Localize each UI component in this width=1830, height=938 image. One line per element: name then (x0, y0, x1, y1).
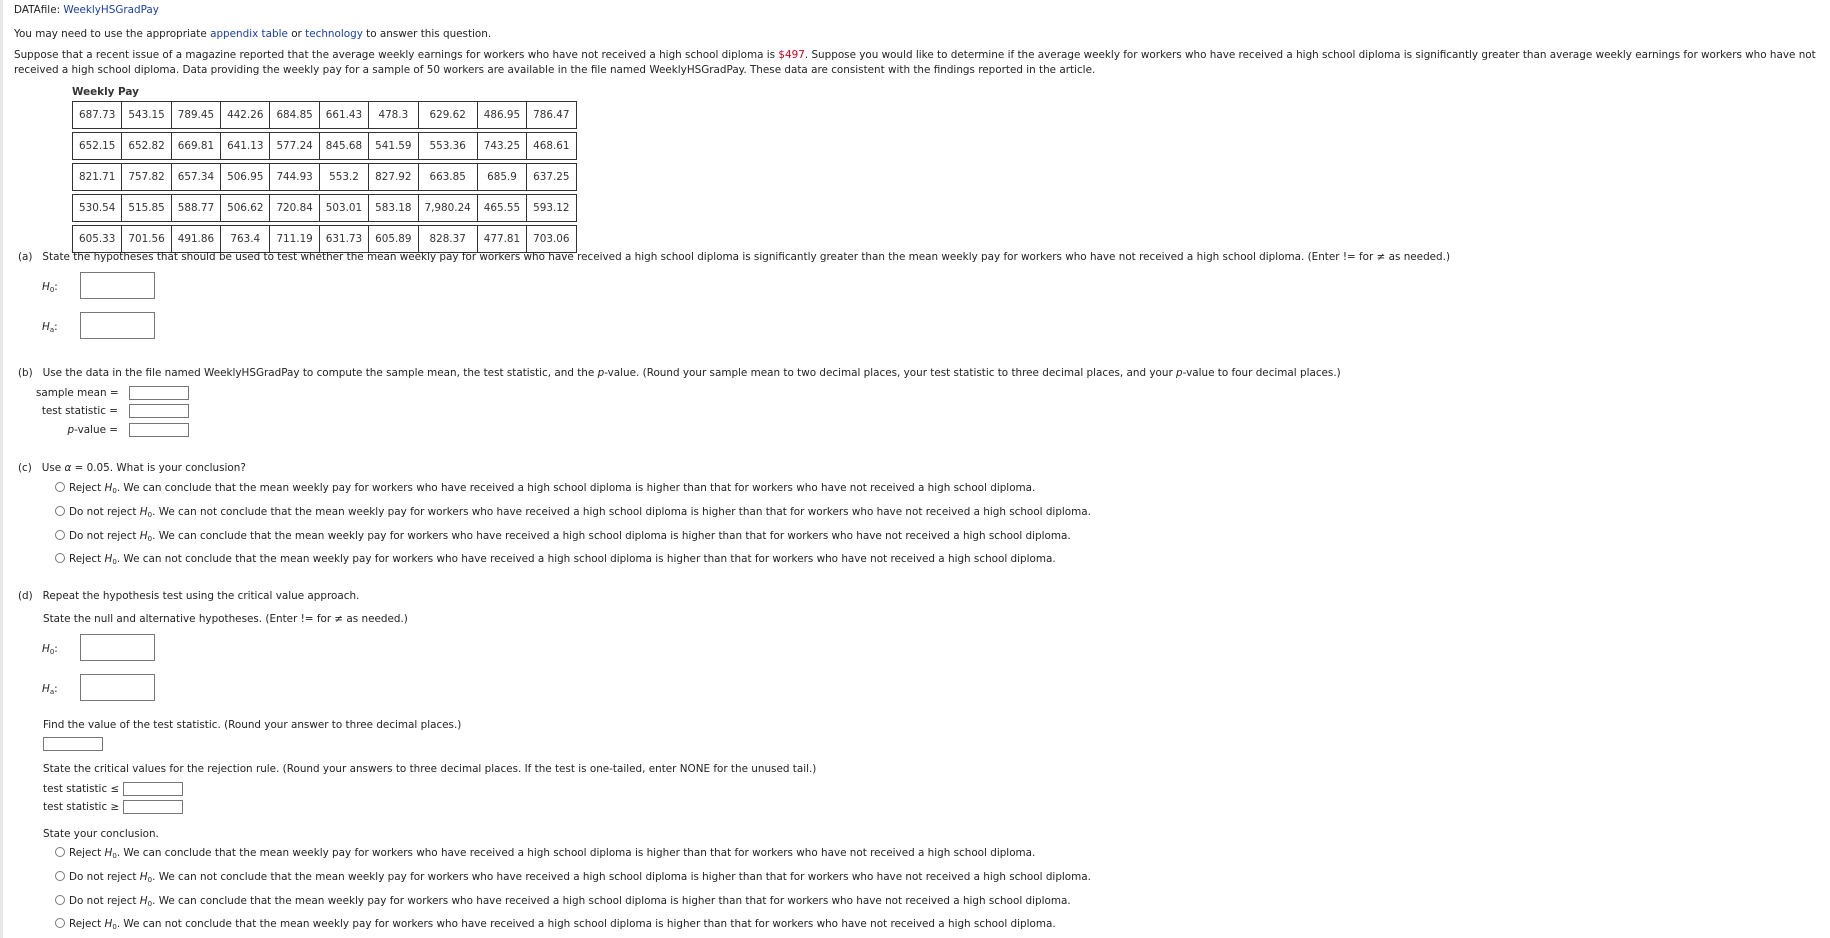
table-cell: 757.82 (122, 164, 171, 191)
table-cell: 657.34 (171, 164, 220, 191)
table-cell: 827.92 (369, 164, 418, 191)
table-cell: 743.25 (477, 133, 526, 160)
conclusion-d-option-4[interactable] (55, 918, 1056, 931)
part-b-text-mid: -value. (Round your sample mean to two decimal places, your test statistic to three decimal places, and your (604, 367, 1177, 379)
find-test-statistic-text: Find the value of the test statistic. (Round your answer to three decimal places.) (43, 719, 462, 731)
table-cell: 828.37 (418, 226, 477, 253)
radio-button[interactable] (55, 871, 65, 881)
test-statistic-input-d[interactable] (43, 737, 103, 751)
table-title: Weekly Pay (72, 86, 139, 98)
p-value-label: p-value = (67, 424, 118, 436)
option-text-end: . We can not conclude that the mean weekly pay for workers who have received a high school diploma is higher than that for workers who have not received a high school diploma. (152, 506, 1091, 518)
option-text: Reject (69, 553, 105, 565)
radio-button[interactable] (55, 553, 65, 563)
table-cell: 637.25 (527, 164, 576, 191)
part-c-prompt (18, 462, 246, 474)
critical-values-text: State the critical values for the rejection rule. (Round your answers to three decimal places. If the test is one-tailed, enter NONE for the unused tail.) (43, 763, 817, 775)
table-row (73, 133, 577, 160)
table-cell: 605.89 (369, 226, 418, 253)
table-cell: 486.95 (477, 102, 526, 129)
part-a-prompt (18, 251, 1450, 263)
h-subscript: 0 (147, 535, 153, 543)
radio-button[interactable] (55, 506, 65, 516)
option-text: Reject (69, 918, 105, 930)
sample-mean-label: sample mean = (36, 387, 119, 399)
test-statistic-le-label: test statistic ≤ (43, 783, 120, 795)
option-text: Reject (69, 847, 105, 859)
part-b-text: Use the data in the file named WeeklyHSGradPay to compute the sample mean, the test statistic, and the (42, 367, 598, 379)
note-text: You may need to use the appropriate (14, 28, 207, 40)
part-c-label: (c) (18, 462, 32, 474)
part-b-label: (b) (18, 367, 33, 379)
h-symbol: H (104, 553, 113, 565)
option-text-end: . We can not conclude that the mean weekly pay for workers who have received a high school diploma is higher than that for workers who have not received a high school diploma. (152, 871, 1091, 883)
table-cell: 506.95 (221, 164, 270, 191)
alpha-symbol: α (64, 462, 72, 474)
h-symbol: H (139, 506, 148, 518)
radio-button[interactable] (55, 847, 65, 857)
ha-input-d[interactable] (80, 674, 155, 701)
h-symbol: H (139, 895, 148, 907)
conclusion-d-option-2[interactable] (55, 871, 1091, 884)
part-d-prompt (18, 590, 359, 602)
radio-button[interactable] (55, 482, 65, 492)
test-statistic-input[interactable] (129, 404, 189, 418)
radio-button[interactable] (55, 895, 65, 905)
table-cell: 553.2 (319, 164, 368, 191)
ha-label-d: $H_a$: (42, 683, 58, 696)
option-text: Do not reject (69, 871, 140, 883)
option-text-end: . We can conclude that the mean weekly pay for workers who have received a high school diploma is higher than that for workers who have not received a high school diploma. (152, 530, 1071, 542)
table-cell: 845.68 (319, 133, 368, 160)
table-cell: 661.43 (319, 102, 368, 129)
table-cell: 506.62 (221, 195, 270, 222)
table-cell: 631.73 (319, 226, 368, 253)
critical-upper-input[interactable] (123, 800, 183, 814)
option-text: Do not reject (69, 506, 140, 518)
option-text-end: . We can not conclude that the mean weekly pay for workers who have received a high school diploma is higher than that for workers who have not received a high school diploma. (116, 553, 1056, 565)
table-cell: 577.24 (270, 133, 319, 160)
conclusion-d-option-1[interactable] (55, 847, 1035, 860)
table-cell: 583.18 (369, 195, 418, 222)
problem-intro (14, 48, 1824, 77)
sample-mean-input[interactable] (129, 386, 189, 400)
h-symbol: H (139, 530, 148, 542)
part-d-state-hypotheses: State the null and alternative hypotheses. (Enter != for ≠ as needed.) (43, 613, 408, 625)
h0-input-d[interactable] (80, 634, 155, 661)
h0-label-d: $H_0$: (42, 643, 58, 656)
h0-input-a[interactable] (80, 272, 155, 299)
table-cell: 543.15 (122, 102, 171, 129)
h-symbol: H (104, 482, 113, 494)
option-text-end: . We can conclude that the mean weekly pay for workers who have received a high school diploma is higher than that for workers who have not received a high school diploma. (116, 847, 1036, 859)
ha-input-a[interactable] (80, 312, 155, 339)
radio-button[interactable] (55, 530, 65, 540)
table-row (73, 102, 577, 129)
h-subscript: 0 (112, 487, 117, 495)
conclusion-d-option-3[interactable] (55, 895, 1071, 908)
p-italic-2: p (1176, 367, 1183, 379)
part-d-text: Repeat the hypothesis test using the critical value approach. (42, 590, 360, 602)
conclusion-c-option-3[interactable] (55, 530, 1071, 543)
table-cell: 763.4 (221, 226, 270, 253)
h-symbol: H (104, 847, 113, 859)
table-cell: 553.36 (418, 133, 477, 160)
h-symbol: H (104, 918, 113, 930)
table-cell: 703.06 (527, 226, 576, 253)
radio-button[interactable] (55, 918, 65, 928)
table-cell: 701.56 (122, 226, 171, 253)
test-statistic-ge-label: test statistic ≥ (43, 801, 120, 813)
part-c-text: Use (41, 462, 65, 474)
table-cell: 515.85 (122, 195, 171, 222)
table-cell: 605.33 (73, 226, 122, 253)
datafile-label: DATAfile: (14, 4, 61, 16)
table-cell: 593.12 (527, 195, 576, 222)
option-text-end: . We can not conclude that the mean weekly pay for workers who have received a high school diploma is higher than that for workers who have not received a high school diploma. (116, 918, 1056, 930)
table-row (73, 164, 577, 191)
table-cell: 629.62 (418, 102, 477, 129)
table-cell: 652.82 (122, 133, 171, 160)
table-cell: 744.93 (270, 164, 319, 191)
table-cell: 786.47 (527, 102, 576, 129)
intro-text: Suppose that a recent issue of a magazine reported that the average weekly earnings for workers who have not received a high school diploma is (14, 49, 779, 61)
table-cell: 663.85 (418, 164, 477, 191)
table-cell: 541.59 (369, 133, 418, 160)
part-c-text-end: = 0.05. What is your conclusion? (71, 462, 246, 474)
datafile-link[interactable]: WeeklyHSGradPay (63, 4, 159, 16)
table-cell: 652.15 (73, 133, 122, 160)
h-subscript: 0 (147, 876, 153, 884)
p-italic: p (597, 367, 605, 379)
table-cell: 641.13 (221, 133, 270, 160)
datafile-line (14, 4, 159, 16)
conclusion-c-option-1[interactable] (55, 482, 1035, 495)
table-cell: 530.54 (73, 195, 122, 222)
note-or: or (291, 28, 302, 40)
part-d-label: (d) (18, 590, 33, 602)
table-cell: 468.61 (527, 133, 576, 160)
table-cell: 789.45 (171, 102, 220, 129)
table-cell: 720.84 (270, 195, 319, 222)
resource-note (14, 28, 491, 40)
appendix-table-link[interactable]: appendix table (210, 28, 288, 40)
option-text: Reject (69, 482, 105, 494)
table-row (73, 226, 577, 253)
part-a-text: State the hypotheses that should be used to test whether the mean weekly pay for workers who have received a high school diploma is significantly greater than the mean weekly pay for workers who have not received a high school diploma. (Enter != for ≠ as needed.) (42, 251, 1451, 263)
technology-link[interactable]: technology (305, 28, 363, 40)
table-cell: 478.3 (369, 102, 418, 129)
h-subscript: 0 (147, 511, 153, 519)
table-cell: 711.19 (270, 226, 319, 253)
p-value-input[interactable] (129, 423, 189, 437)
table-cell: 669.81 (171, 133, 220, 160)
left-gutter (0, 0, 3, 938)
option-text-end: . We can conclude that the mean weekly pay for workers who have received a high school diploma is higher than that for workers who have not received a high school diploma. (116, 482, 1036, 494)
ha-label-a: $H_a$: (42, 321, 58, 334)
table-cell: 477.81 (477, 226, 526, 253)
table-cell: 687.73 (73, 102, 122, 129)
table-cell: 588.77 (171, 195, 220, 222)
conclusion-c-option-4[interactable] (55, 553, 1056, 566)
intro-text-end: . Suppose you would like to determine if the average weekly for workers who have received a high school diploma is significantly greater than average weekly earnings for workers who have not received a high school diploma. Data providing the weekly pay for a sample of 50 workers are available in the file named WeeklyHSGradPay. These data are consistent with the findings reported in the article. (14, 49, 1816, 76)
table-cell: 491.86 (171, 226, 220, 253)
table-cell: 685.9 (477, 164, 526, 191)
h-subscript: 0 (112, 852, 117, 860)
option-text-end: . We can conclude that the mean weekly pay for workers who have received a high school diploma is higher than that for workers who have not received a high school diploma. (152, 895, 1071, 907)
h-subscript: 0 (112, 558, 117, 566)
table-cell: 821.71 (73, 164, 122, 191)
table-cell: 465.55 (477, 195, 526, 222)
conclusion-c-option-2[interactable] (55, 506, 1091, 519)
h-subscript: 0 (147, 900, 153, 908)
part-b-text-end: -value to four decimal places.) (1182, 367, 1341, 379)
state-conclusion-text: State your conclusion. (43, 828, 159, 840)
h0-label-a: $H_0$: (42, 281, 58, 294)
weekly-pay-table (72, 101, 577, 253)
part-a-label: (a) (18, 251, 33, 263)
h-subscript: 0 (112, 923, 117, 931)
note-text-end: to answer this question. (366, 28, 492, 40)
part-b-prompt (18, 367, 1341, 379)
highlight-amount: $497 (778, 49, 805, 61)
critical-lower-input[interactable] (123, 782, 183, 796)
table-cell: 503.01 (319, 195, 368, 222)
option-text: Do not reject (69, 895, 140, 907)
h-symbol: H (139, 871, 148, 883)
test-statistic-label: test statistic = (41, 405, 118, 417)
table-cell: 7,980.24 (418, 195, 477, 222)
option-text: Do not reject (69, 530, 140, 542)
table-cell: 442.26 (221, 102, 270, 129)
table-row (73, 195, 577, 222)
table-cell: 684.85 (270, 102, 319, 129)
